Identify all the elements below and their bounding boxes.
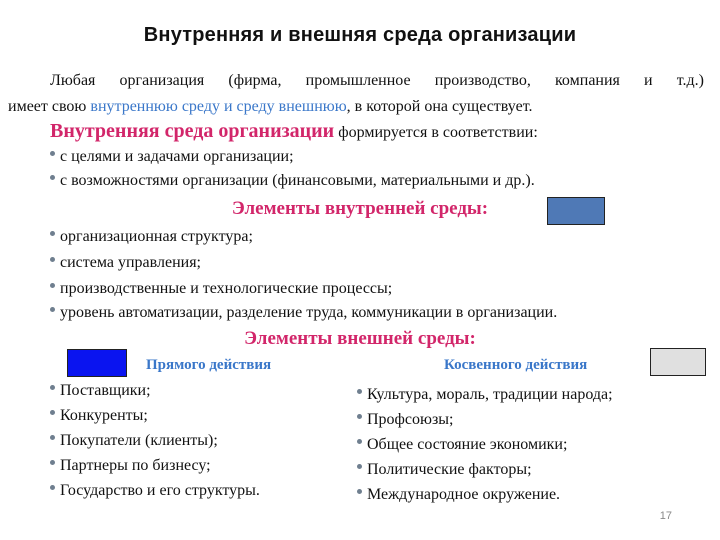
list-item-text: Конкуренты;: [60, 407, 148, 424]
list-item: [50, 254, 201, 272]
bullet-icon: [357, 489, 362, 494]
bullet-icon: [50, 385, 55, 390]
page-number: 17: [659, 510, 672, 522]
intro-line-2: [8, 94, 704, 120]
internal-env-heading-bold: Внутренняя среда организации: [50, 120, 335, 142]
list-item-text: Поставщики;: [60, 382, 151, 399]
intro-text: имеет свою: [8, 98, 91, 115]
list-item-text: уровень автоматизации, разделение труда, коммуникации в организации.: [60, 304, 558, 321]
list-item: [50, 228, 253, 246]
list-item-text: Политические факторы;: [367, 461, 532, 478]
bullet-icon: [50, 410, 55, 415]
bullet-icon: [50, 151, 55, 156]
list-item-text: с целями и задачами организации;: [60, 148, 294, 165]
list-item: [50, 172, 535, 190]
list-item-text: Культура, мораль, традиции народа;: [367, 386, 613, 403]
list-item-text: Государство и его структуры.: [60, 482, 260, 499]
internal-elements-heading-text: Элементы внутренней среды:: [231, 198, 489, 219]
list-item-text: система управления;: [60, 254, 201, 271]
list-item-text: Общее состояние экономики;: [367, 436, 568, 453]
slide-title: Внутренняя и внешняя среда организации: [143, 24, 577, 46]
bullet-icon: [50, 485, 55, 490]
internal-env-heading-rest: формируется в соответствии:: [334, 124, 538, 141]
list-item-text: производственные и технологические процессы;: [60, 280, 393, 297]
list-item: [357, 411, 454, 429]
list-item-text: Покупатели (клиенты);: [60, 432, 218, 449]
intro-paragraph: [8, 68, 704, 120]
list-item: [357, 436, 567, 454]
bullet-icon: [357, 439, 362, 444]
list-item: [50, 457, 211, 475]
bullet-icon: [50, 460, 55, 465]
list-item: [357, 486, 560, 504]
external-elements-heading-text: Элементы внешней среды:: [244, 328, 476, 349]
list-item-text: организационная структура;: [60, 228, 253, 245]
list-item: [357, 386, 613, 404]
external-elements-heading: [0, 328, 720, 350]
bullet-icon: [50, 231, 55, 236]
indirect-action-heading: Косвенного действия: [444, 357, 588, 373]
direct-action-heading: Прямого действия: [146, 357, 272, 373]
internal-elements-heading: [0, 198, 720, 220]
direct-color-swatch: [67, 349, 127, 377]
bullet-icon: [357, 389, 362, 394]
list-item: [50, 407, 148, 425]
list-item: [50, 482, 260, 500]
list-item-text: Партнеры по бизнесу;: [60, 457, 211, 474]
list-item: [50, 382, 151, 400]
list-item: [357, 461, 532, 479]
intro-line-1: Любая организация (фирма, промышленное производство, компания и т.д.): [50, 72, 704, 89]
list-item-text: с возможностями организации (финансовыми, материальными и др.).: [60, 172, 535, 189]
list-item: [50, 280, 392, 298]
bullet-icon: [357, 414, 362, 419]
internal-env-heading: [50, 120, 538, 143]
bullet-icon: [50, 175, 55, 180]
bullet-icon: [357, 464, 362, 469]
bullet-icon: [50, 257, 55, 262]
list-item-text: Профсоюзы;: [367, 411, 454, 428]
indirect-color-swatch: [650, 348, 706, 376]
list-item: [50, 432, 218, 450]
intro-highlight: внутреннюю среду и среду внешнюю: [90, 98, 347, 115]
internal-color-swatch: [547, 197, 605, 225]
list-item: [50, 148, 294, 166]
bullet-icon: [50, 435, 55, 440]
list-item: [50, 304, 557, 322]
intro-text-end: , в которой она существует.: [346, 98, 533, 115]
bullet-icon: [50, 307, 55, 312]
list-item-text: Международное окружение.: [367, 486, 561, 503]
bullet-icon: [50, 283, 55, 288]
